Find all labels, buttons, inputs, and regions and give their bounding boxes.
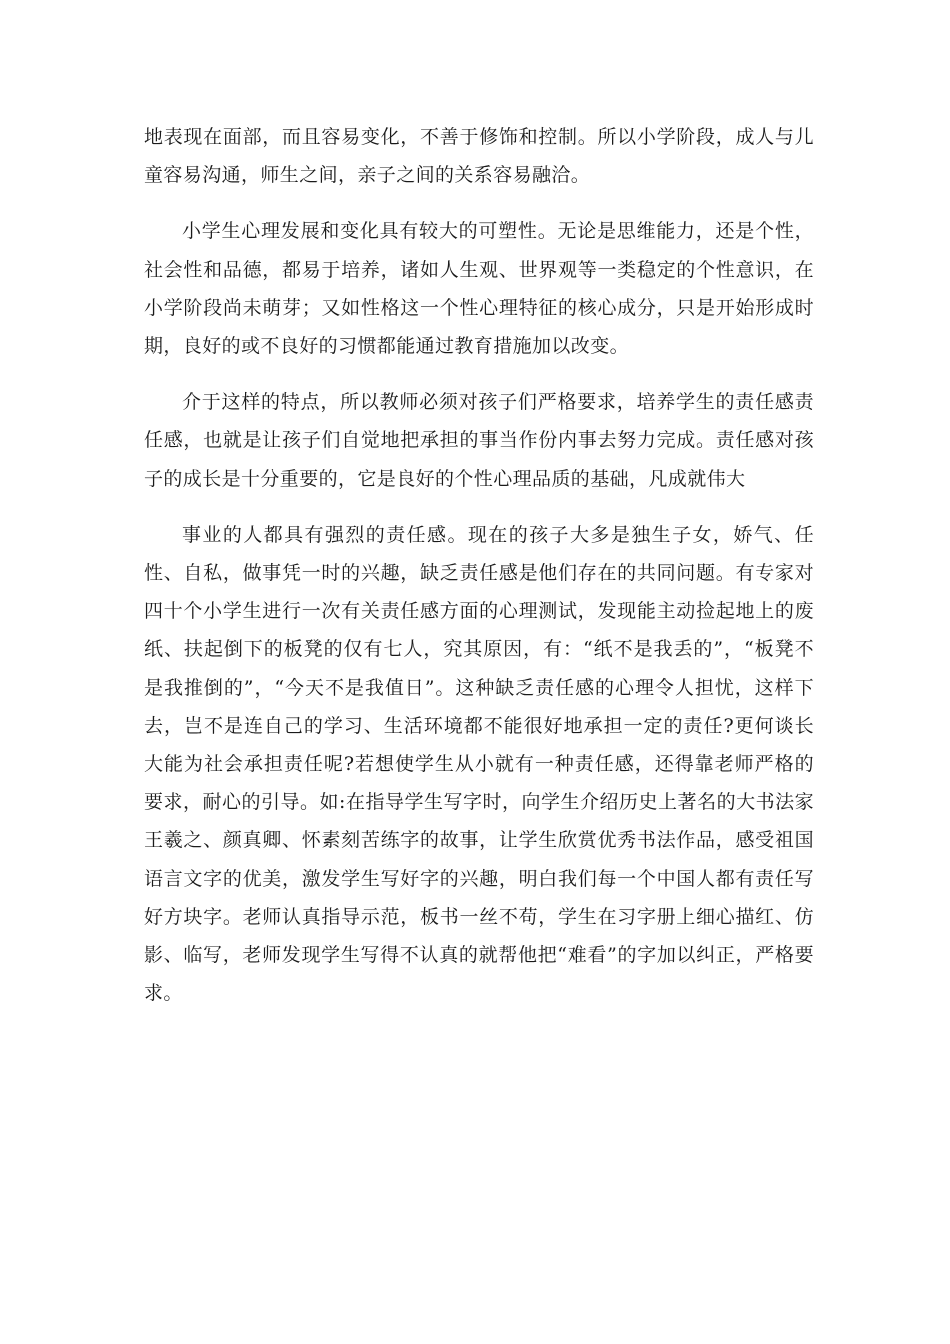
paragraph-2: 小学生心理发展和变化具有较大的可塑性。无论是思维能力，还是个性，社会性和品德，都易于培养，诸如人生观、世界观等一类稳定的个性意识，在小学阶段尚未萌芽；又如性格这一个性心理特征的核心成分，只是开始形成时期，良好的或不良好的习惯都能通过教育措施加以改变。: [144, 220, 814, 358]
paragraph-4: 事业的人都具有强烈的责任感。现在的孩子大多是独生子女，娇气、任性、自私，做事凭一时的兴趣，缺乏责任感是他们存在的共同问题。有专家对四十个小学生进行一次有关责任感方面的心理测试，发现能主动捡起地上的废纸、扶起倒下的板凳的仅有七人，究其原因，有：“纸不是我丢的”，“板凳不是我推倒的”，“今天不是我值日”。这种缺乏责任感的心理令人担忧，这样下去，岂不是连自己的学习、生活环境都不能很好地承担一定的责任?更何谈长大能为社会承担责任呢?若想使学生从小就有一种责任感，还得靠老师严格的要求，耐心的引导。如:在指导学生写字时，向学生介绍历史上著名的大书法家王羲之、颜真卿、怀素刻苦练字的故事，让学生欣赏优秀书法作品，感受祖国语言文字的优美，激发学生写好字的兴趣，明白我们每一个中国人都有责任写好方块字。老师认真指导示范，板书一丝不苟，学生在习字册上细心描红、仿影、临写，老师发现学生写得不认真的就帮他把“难看”的字加以纠正，严格要求。: [144, 523, 814, 1005]
paragraph-1: 地表现在面部，而且容易变化，不善于修饰和控制。所以小学阶段，成人与儿童容易沟通，师生之间，亲子之间的关系容易融洽。: [144, 126, 814, 187]
document-body: [144, 118, 814, 1012]
paragraph-3: 介于这样的特点，所以教师必须对孩子们严格要求，培养学生的责任感责任感，也就是让孩子们自觉地把承担的事当作份内事去努力完成。责任感对孩子的成长是十分重要的，它是良好的个性心理品质的基础，凡成就伟大: [144, 391, 814, 490]
